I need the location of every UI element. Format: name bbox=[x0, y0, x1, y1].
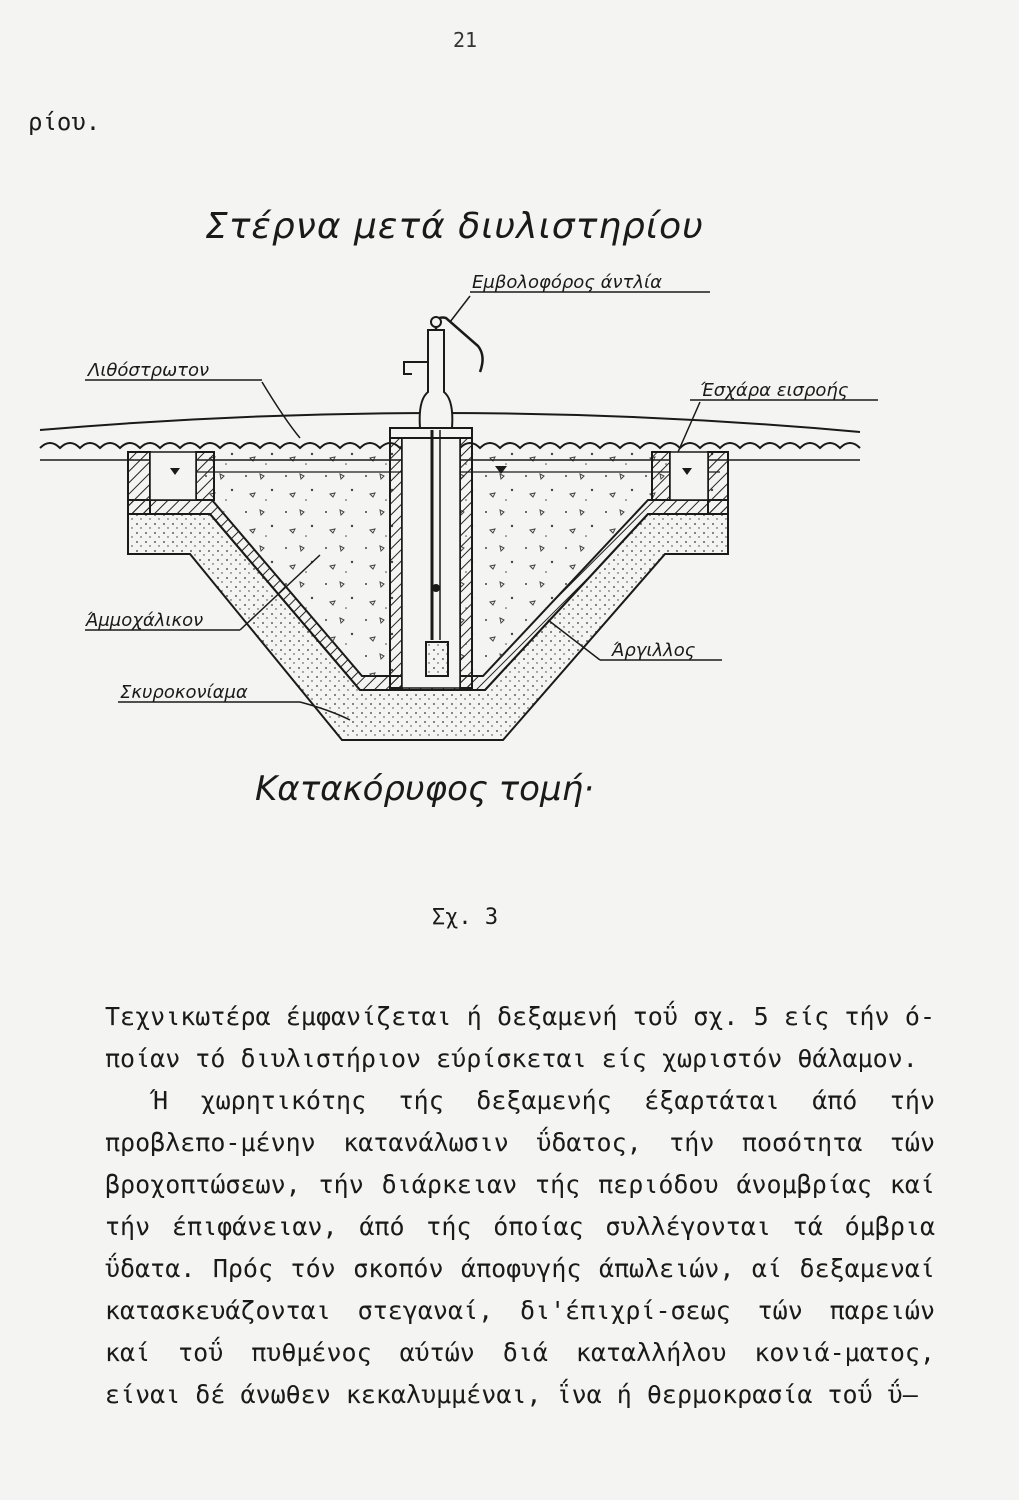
figure-caption: Σχ. 3 bbox=[431, 905, 499, 930]
continuation-text: ρίου. bbox=[28, 108, 101, 136]
filter-well-wall-right bbox=[460, 436, 472, 688]
figure-subtitle: Κατακόρυφος τομή· bbox=[255, 769, 594, 809]
strainer bbox=[426, 642, 448, 676]
label-mortar: Σκυροκονίαμα bbox=[120, 682, 248, 703]
paragraph-1: Τεχνικωτέρα έμφανίζεται ή δεξαμενή τοΰ σχ. 5 είς τήν ό-ποίαν τό διυλιστήριον εύρίσκεται είς χωριστόν θάλαμον. bbox=[105, 1002, 935, 1073]
figure-title: Στέρνα μετά διυλιστηρίου bbox=[205, 206, 704, 247]
page-number: 21 bbox=[452, 28, 478, 52]
label-pump: Εμβολοφόρος άντλία bbox=[472, 272, 662, 293]
body-text bbox=[105, 996, 935, 1416]
paragraph-2: Ή χωρητικότης τής δεξαμενής έξαρτάται άπό τήν προβλεπο-μένην κατανάλωσιν ΰδατος, τήν ποσότητα τών βροχοπτώσεων, τήν διάρκειαν τής περιόδου άνομβρίας καί τήν έπιφάνειαν, άπό τής όποίας συλλέγονται τά όμβρια ΰδατα. Πρός τόν σκοπόν άποφυγής άπωλειών, αί δεξαμεναί κατασκευάζονται στεγαναί, δι'έπιχρί-σεως τών παρειών καί τοΰ πυθμένος αύτών διά καταλλήλου κονιά-ματος, είναι δέ άνωθεν κεκαλυμμέναι, ΐνα ή θερμοκρασία τοΰ ΰ– bbox=[105, 1086, 935, 1409]
pump-head bbox=[420, 330, 453, 428]
left-inlet-chamber bbox=[128, 452, 150, 514]
label-sand-gravel: Άμμοχάλικον bbox=[86, 610, 204, 631]
label-paving: Λιθόστρωτον bbox=[88, 360, 210, 381]
filter-well-wall-left bbox=[390, 436, 402, 688]
right-inlet-chamber bbox=[652, 452, 670, 500]
label-clay: Άργιλλος bbox=[612, 640, 696, 661]
label-grate: Έσχάρα εισροής bbox=[700, 380, 849, 401]
